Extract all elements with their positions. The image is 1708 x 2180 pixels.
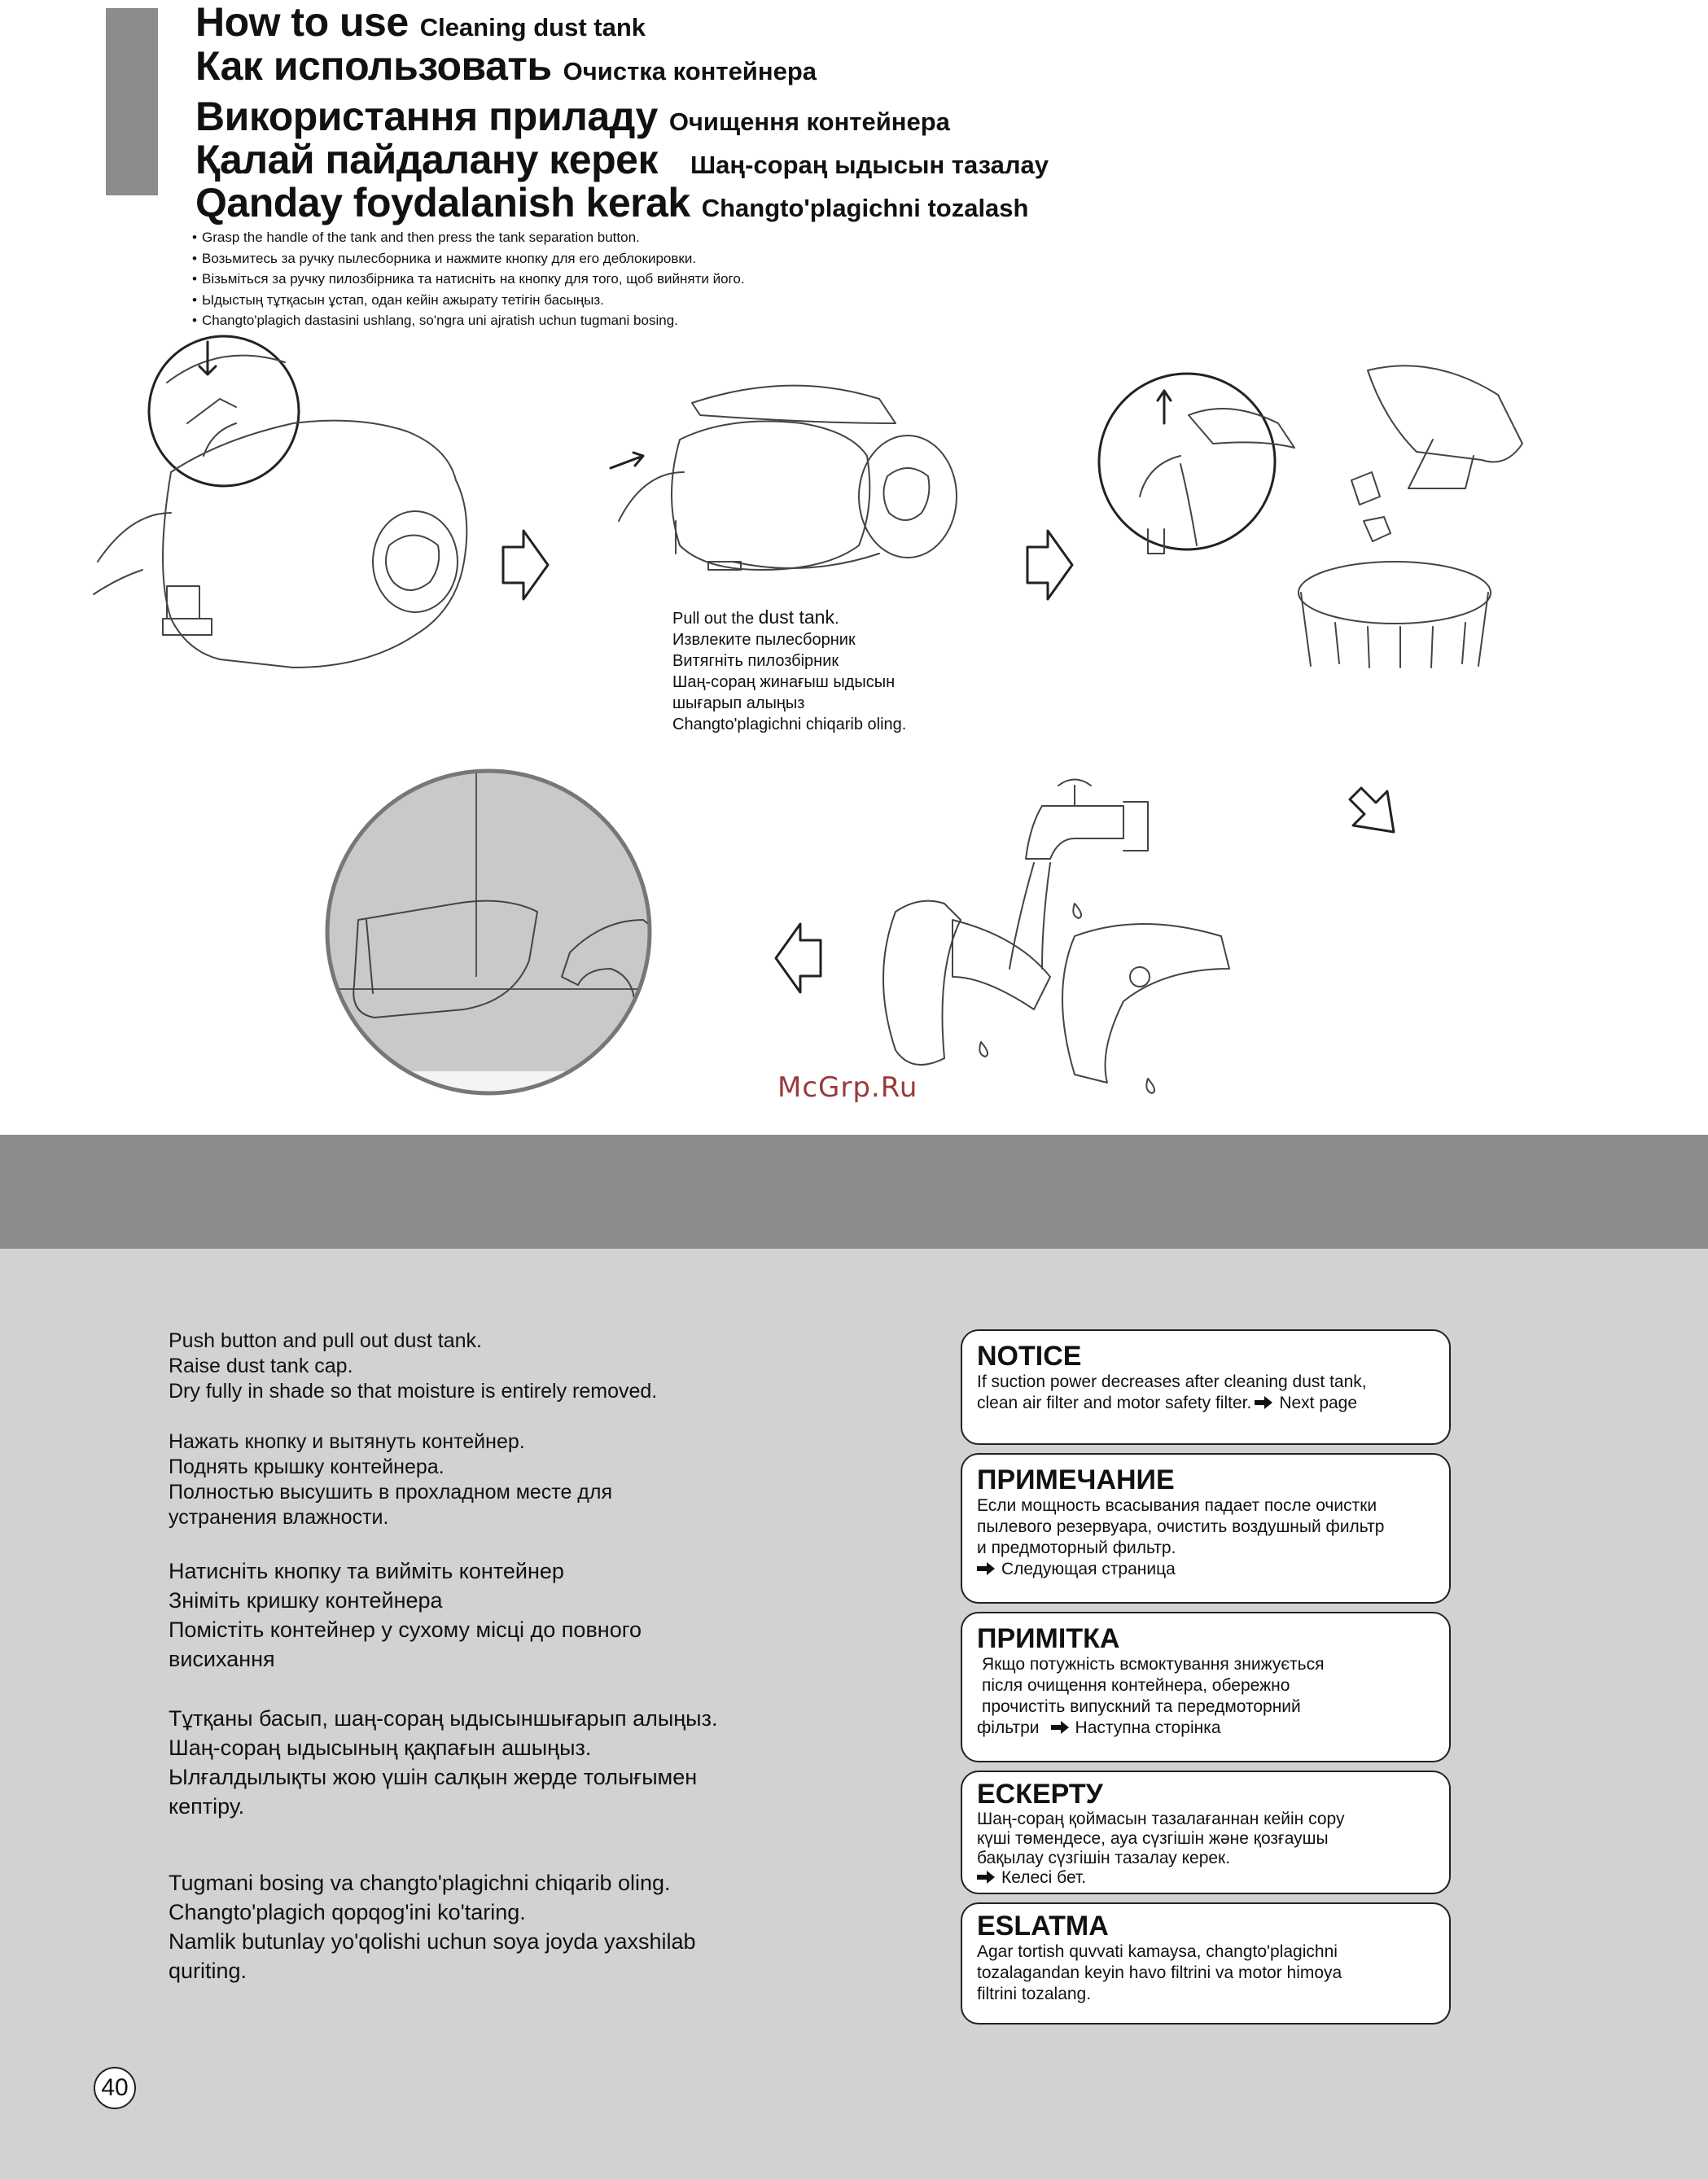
instruction-line: Шаң-сораң ыдысының қақпағын ашыңыз. (169, 1736, 592, 1760)
instruction-line: Помістіть контейнер у сухому місці до повного (169, 1617, 642, 1642)
pull-out-caption (672, 606, 906, 735)
bullet-text: Возьмитесь за ручку пылесборника и нажмите кнопку для его деблокировки. (202, 250, 697, 266)
instruction-line: Raise dust tank cap. (169, 1355, 353, 1377)
title-main: Використання приладу (195, 94, 658, 139)
title-main: Как использовать (195, 43, 552, 89)
notice-text: фільтри (977, 1718, 1040, 1737)
notice-title: ПРИМЕЧАНИЕ (977, 1464, 1175, 1495)
notice-next: Наступна сторінка (1075, 1718, 1221, 1737)
notice-line: бақылау сүзгішін тазалау керек. (977, 1849, 1231, 1867)
instruction-line: Натисніть кнопку та вийміть контейнер (169, 1559, 564, 1583)
instruction-block-uz (169, 1868, 696, 1985)
arrow-right-icon (1051, 1721, 1069, 1734)
notice-text: clean air filter and motor safety filter. (977, 1394, 1252, 1412)
notice-line: tozalagandan keyin havo filtrini va motor himoya (977, 1963, 1342, 1982)
title-main: Қалай пайдалану керек (195, 137, 658, 182)
notice-box-kk (961, 1771, 1451, 1894)
instruction-block-uk (169, 1556, 642, 1674)
notice-line: Якщо потужність всмоктування знижується (982, 1655, 1325, 1674)
notice-box-uz (961, 1902, 1451, 2025)
caption-text: Pull out the (672, 610, 759, 628)
notice-box-ru (961, 1453, 1451, 1604)
instruction-line: висихання (169, 1647, 275, 1671)
bullet-item: • Візьміться за ручку пилозбірника та натисніть на кнопку для того, щоб вийняти його. (192, 271, 745, 287)
notice-line (977, 1718, 1436, 1739)
instruction-line: Ылғалдылықты жою үшін салқын жерде толығымен (169, 1765, 698, 1789)
arrow-right-icon (977, 1562, 995, 1575)
notice-line: и предмоторный фильтр. (977, 1539, 1176, 1557)
instruction-line: кептіру. (169, 1794, 245, 1819)
notice-line: If suction power decreases after cleaning dust tank, (977, 1372, 1367, 1391)
caption-line: Витягніть пилозбірник (672, 652, 839, 670)
notice-line: пылевого резервуара, очистить воздушный фильтр (977, 1517, 1385, 1536)
vacuum-pull-tank-illustration (611, 386, 957, 570)
watermark: McGrp.Ru (777, 1071, 918, 1104)
bullet-item: • Grasp the handle of the tank and then press the tank separation button. (192, 230, 640, 245)
instruction-line: Tugmani bosing va changto'plagichni chiqarib oling. (169, 1871, 671, 1895)
notice-box-uk (961, 1612, 1451, 1762)
instruction-line: quriting. (169, 1959, 247, 1983)
bullet-item: • Changto'plagich dastasini ushlang, so'ngra uni ajratish uchun tugmani bosing. (192, 313, 678, 328)
notice-next: Следующая страница (1001, 1560, 1176, 1578)
title-sub: Очищення контейнера (668, 107, 950, 136)
instruction-block-kk (169, 1704, 717, 1821)
bullet-text: Візьміться за ручку пилозбірника та натисніть на кнопку для того, щоб вийняти його. (202, 271, 745, 287)
notice-line (977, 1868, 1436, 1888)
caption-line (672, 606, 906, 629)
arrow-right-icon (977, 1871, 995, 1884)
notice-line (977, 1559, 1436, 1580)
notice-title: NOTICE (977, 1341, 1082, 1372)
bullet-text: Changto'plagich dastasini ushlang, so'ngra uni ajratish uchun tugmani bosing. (202, 313, 678, 328)
caption-line: Извлеките пылесборник (672, 631, 856, 649)
notice-line: filtrini tozalang. (977, 1985, 1092, 2003)
title-main: How to use (195, 0, 409, 45)
notice-line (977, 1393, 1436, 1414)
notice-line: Если мощность всасывания падает после очистки (977, 1496, 1377, 1515)
arrow-right-icon (1255, 1396, 1272, 1409)
notice-line: күші төмендесе, ауа сүзгішін және қозғаушы (977, 1829, 1329, 1848)
bullet-item: • Возьмитесь за ручку пылесборника и нажмите кнопку для его деблокировки. (192, 250, 697, 266)
title-sub: Cleaning dust tank (419, 13, 646, 42)
title-main: Qanday foydalanish kerak (195, 180, 690, 225)
notice-title: ЕСКЕРТУ (977, 1779, 1103, 1810)
notice-box-en (961, 1329, 1451, 1445)
instruction-block-en (169, 1329, 657, 1404)
instruction-line: Нажать кнопку и вытянуть контейнер. (169, 1430, 525, 1453)
notice-line: після очищення контейнера, обережно (982, 1676, 1290, 1695)
instruction-line: Полностью высушить в прохладном месте для (169, 1481, 613, 1504)
notice-title: ESLATMA (977, 1911, 1109, 1941)
caption-text: . (834, 610, 839, 628)
arrow-right-icon (1027, 531, 1072, 599)
notice-line: Шаң-сораң қоймасын тазалағаннан кейін сору (977, 1810, 1345, 1828)
empty-dust-bin-illustration (1099, 366, 1522, 668)
instruction-line: Зніміть кришку контейнера (169, 1588, 443, 1613)
notice-next: Келесі бет. (1001, 1868, 1087, 1887)
caption-line: Шаң-сораң жинағыш ыдысын (672, 673, 896, 691)
page-number: 40 (94, 2067, 136, 2109)
gray-band (0, 1135, 1708, 1249)
bullet-item: • Ыдыстың тұтқасын ұстап, одан кейін ажырату тетігін басыңыз. (192, 291, 604, 308)
caption-line: шығарып алыңыз (672, 694, 805, 712)
instruction-line: Push button and pull out dust tank. (169, 1329, 482, 1352)
instruction-block-ru (169, 1429, 612, 1530)
bullet-text: Ыдыстың тұтқасын ұстап, одан кейін ажырату тетігін басыңыз. (202, 291, 604, 308)
instruction-line: Тұтқаны басып, шаң-сораң ыдысыншығарып алыңыз. (169, 1706, 718, 1731)
instruction-line: Changto'plagich qopqog'ini ko'taring. (169, 1900, 526, 1924)
arrow-down-left-icon (1350, 788, 1394, 832)
instruction-line: Namlik butunlay yo'qolishi uchun soya joyda yaxshilab (169, 1929, 696, 1954)
title-sub: Шаң-сораң ыдысын тазалау (690, 151, 1049, 179)
notice-line: Agar tortish quvvati kamaysa, changto'plagichni (977, 1942, 1338, 1961)
notice-title: ПРИМІТКА (977, 1623, 1120, 1654)
wash-under-tap-illustration (883, 780, 1229, 1094)
instruction-line: Поднять крышку контейнера. (169, 1456, 445, 1478)
title-sub: Очистка контейнера (563, 57, 817, 85)
dry-in-shade-illustration (309, 765, 676, 1120)
title-sub: Changto'plagichni tozalash (701, 194, 1029, 222)
caption-text: dust tank (758, 606, 834, 628)
arrow-left-icon (776, 924, 821, 992)
caption-line: Changto'plagichni chiqarib oling. (672, 716, 907, 733)
vacuum-press-button-illustration (94, 336, 466, 668)
bullet-text: Grasp the handle of the tank and then press the tank separation button. (202, 230, 640, 245)
arrow-right-icon (503, 531, 548, 599)
instruction-line: устранения влажности. (169, 1506, 389, 1529)
instruction-line: Dry fully in shade so that moisture is entirely removed. (169, 1380, 658, 1403)
notice-next: Next page (1279, 1394, 1358, 1412)
notice-line: прочистіть випускний та передмоторний (982, 1697, 1301, 1716)
